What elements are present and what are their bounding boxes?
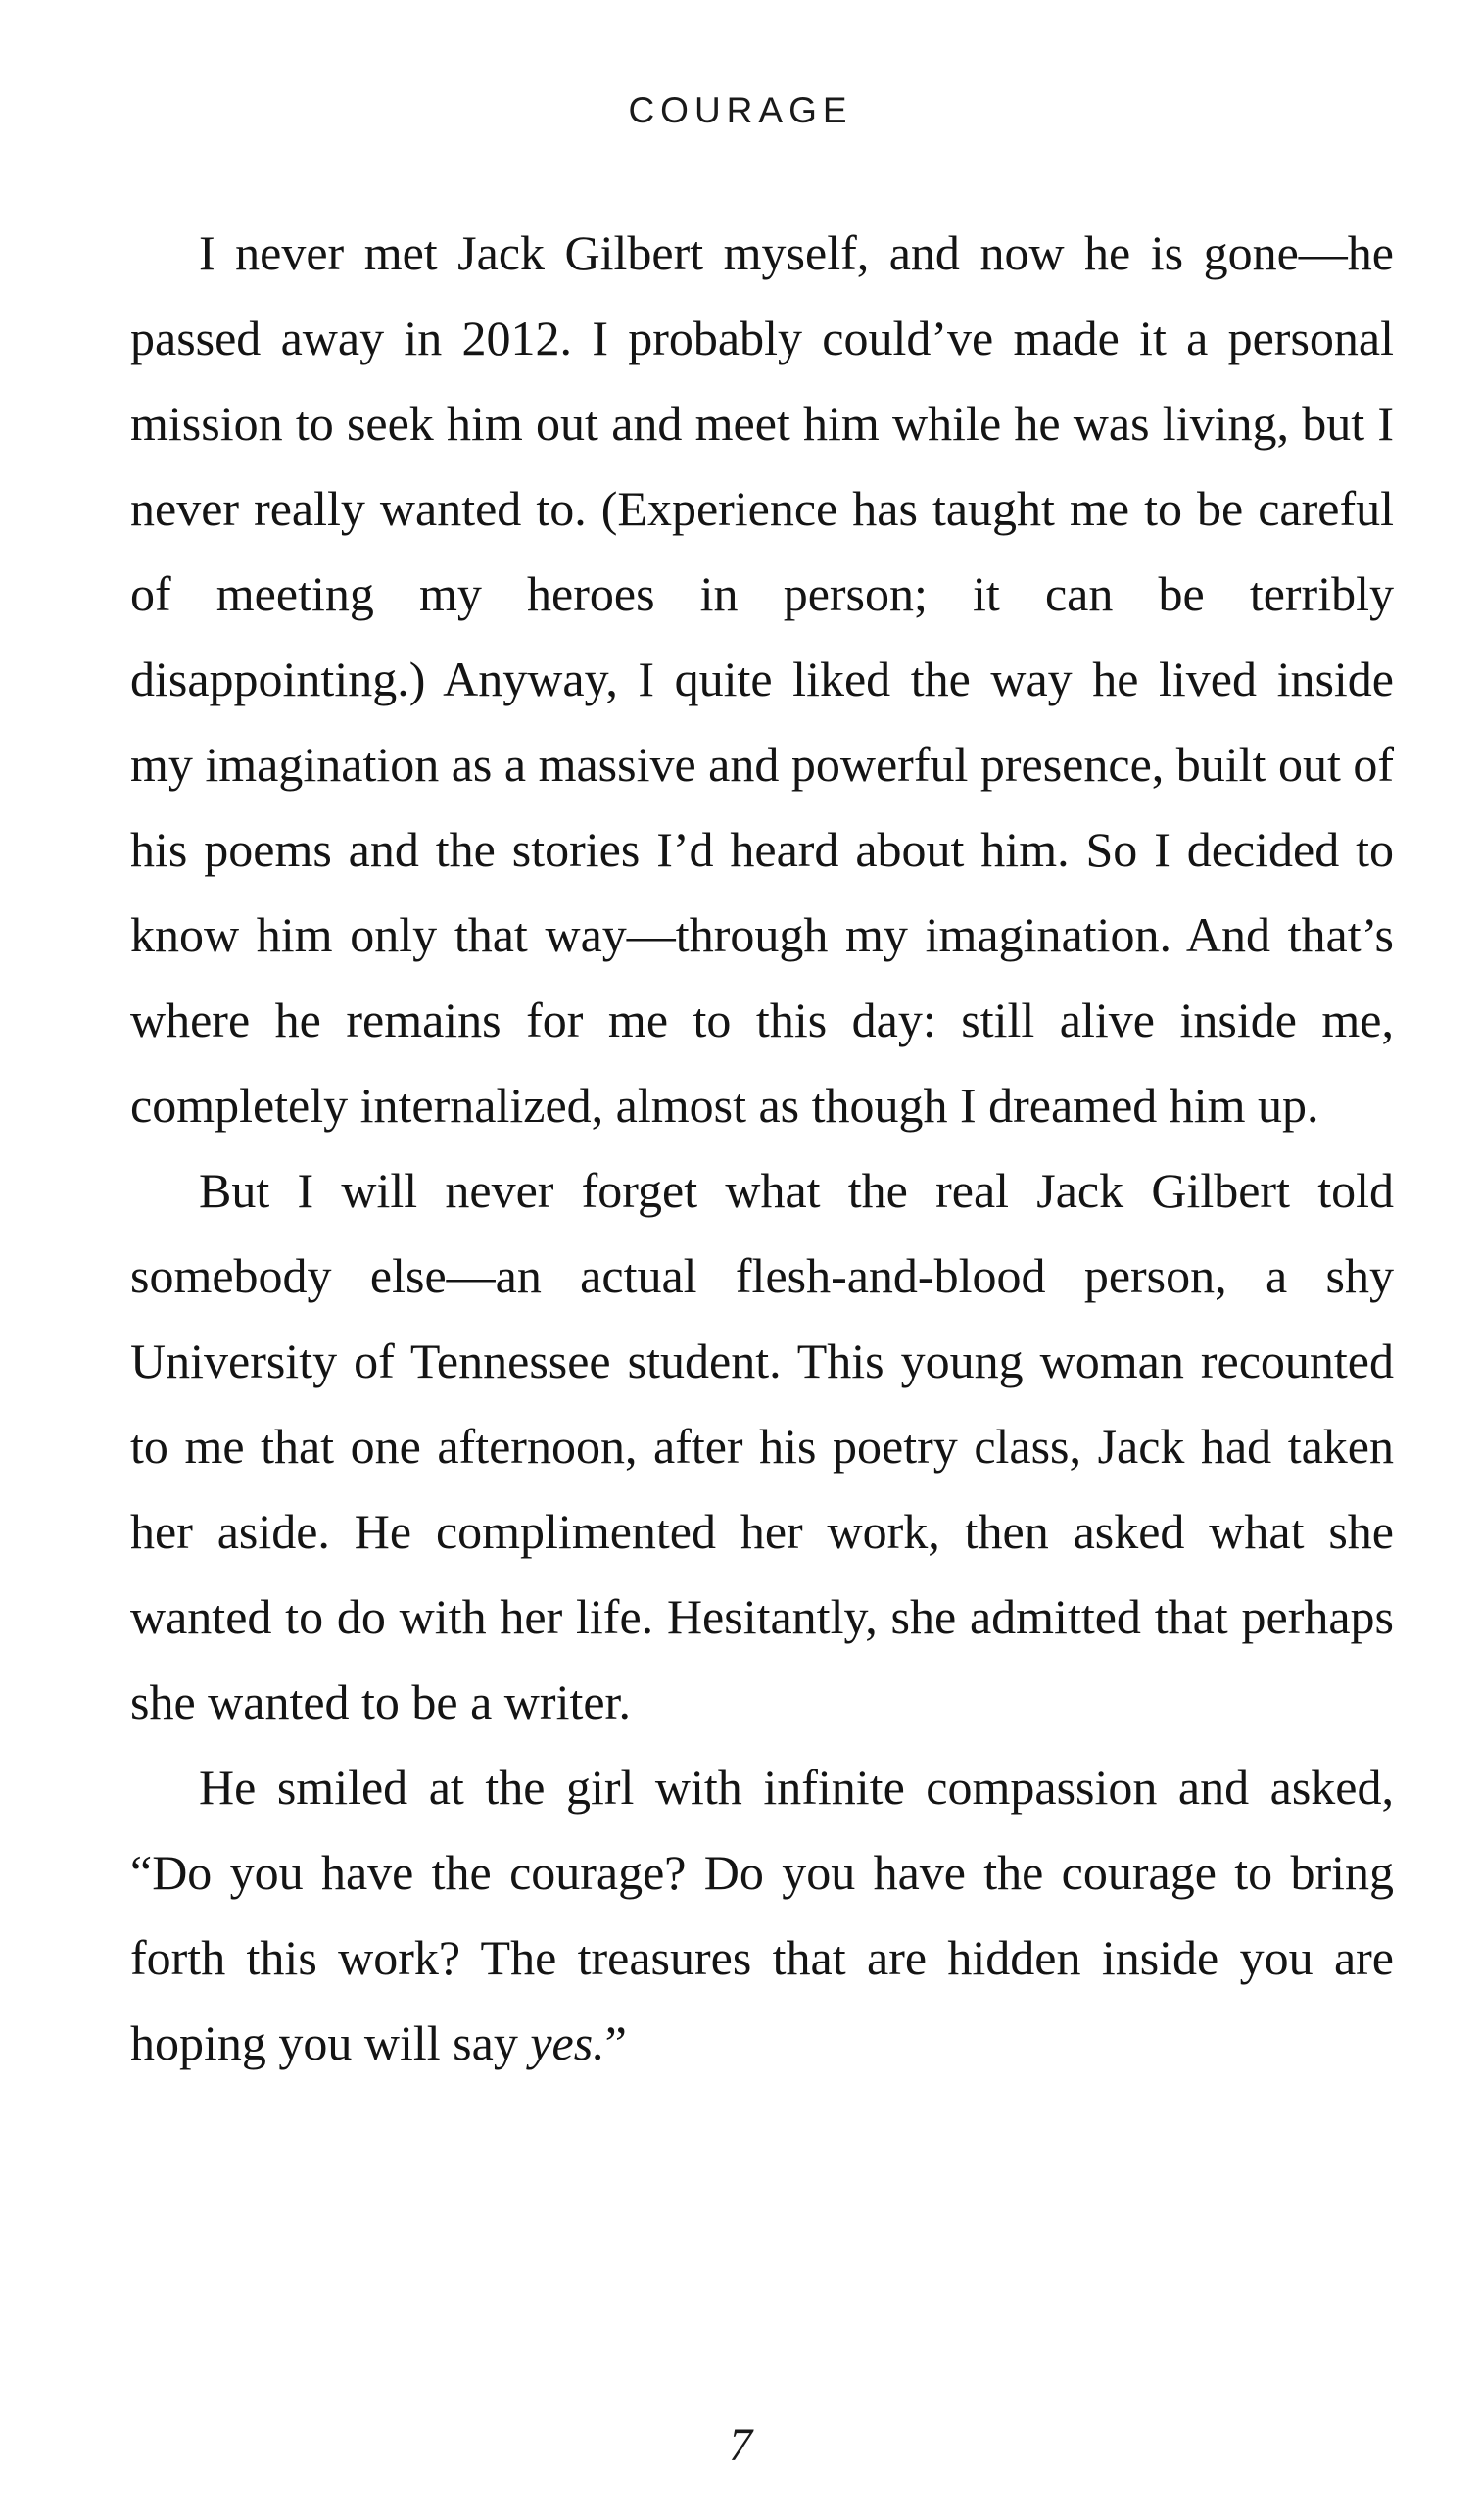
- paragraph-3: [130, 1745, 1394, 2086]
- running-head: COURAGE: [628, 90, 853, 130]
- paragraph-2: But I will never forget what the real Jack Gilbert told somebody else—an actual flesh-and-blood person, a shy University of Tennessee student. This young woman recounted to me that one afternoon, after his poetry class, Jack had taken her aside. He complimented her work, then asked what she wanted to do with her life. Hesitantly, she admitted that perhaps she wanted to be a writer.: [130, 1163, 1394, 1729]
- paragraph-1: I never met Jack Gilbert myself, and now he is gone—he passed away in 2012. I probably could’ve made it a personal mission to seek him out and meet him while he was living, but I never really wanted to. (Experience has taught me to be careful of meeting my heroes in person; it can be terribly disappointing.) Anyway, I quite liked the way he lived inside my imagination as a massive and powerful presence, built out of his poems and the stories I’d heard about him. So I decided to know him only that way—through my imagination. And that’s where he remains for me to this day: still alive inside me, completely internalized, almost as though I dreamed him up.: [130, 225, 1394, 1133]
- paragraph-3-emphasis: yes.: [530, 2015, 605, 2070]
- page-number: 7: [729, 2419, 752, 2471]
- body-text: [130, 211, 1394, 2086]
- paragraph-3-closing-quote: ”: [604, 2015, 627, 2070]
- paragraph-3-text: He smiled at the girl with infinite compassion and asked, “Do you have the courage? Do you have the courage to bring forth this work? The treasures that are hidden inside you are hoping you will say: [130, 1760, 1394, 2070]
